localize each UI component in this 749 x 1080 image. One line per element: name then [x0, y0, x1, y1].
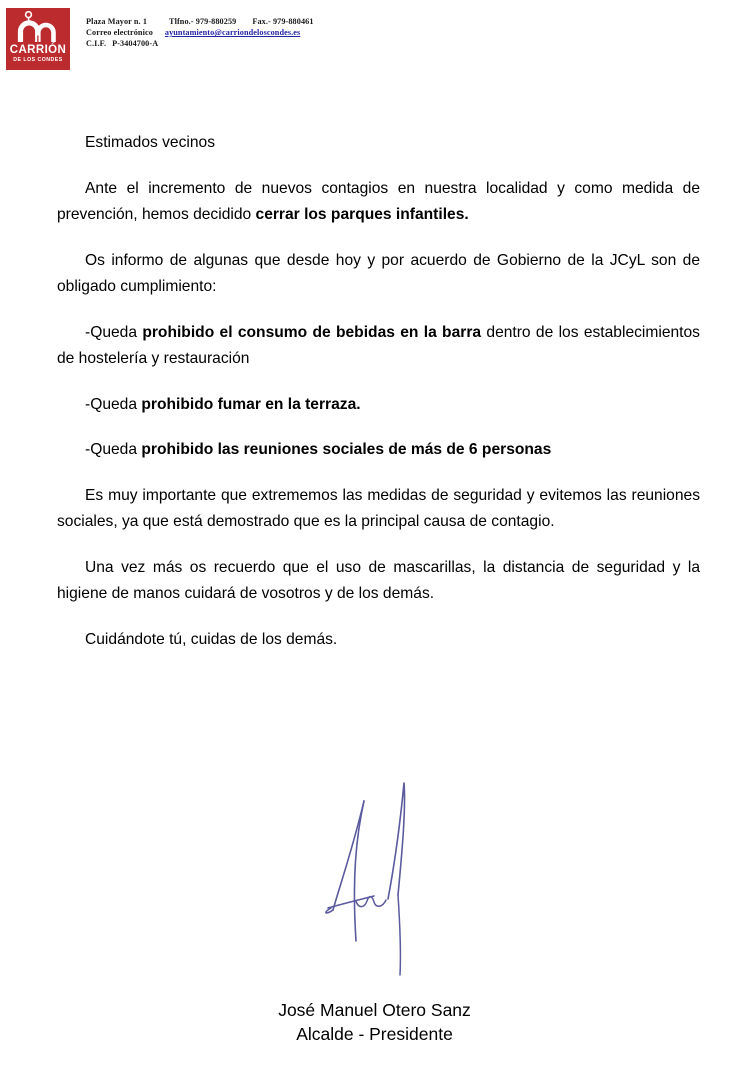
carrion-arches-logo-icon: [15, 11, 61, 43]
signatory-name: José Manuel Otero Sanz: [278, 1000, 471, 1020]
fax-text: Fax.- 979-880461: [252, 17, 314, 26]
rule-item-terrace-smoking: [57, 392, 700, 419]
paragraph-safety-measures: [57, 483, 700, 536]
rule-item-terrace-smoking-emphasis: prohibido fumar en la terraza.: [141, 395, 361, 413]
signature-area: [0, 775, 749, 1005]
paragraph-jcyl-rules: [57, 248, 700, 301]
rule-item-social-gatherings-prefix: -Queda: [85, 441, 142, 458]
municipality-logo: [6, 8, 70, 70]
greeting-text: Estimados vecinos: [85, 134, 216, 151]
paragraph-masks-hygiene-text: Una vez más os recuerdo que el uso de mascarillas, la distancia de seguridad y la higiene de manos cuidará de vosotros y de los demás.: [57, 558, 700, 602]
address-text: Plaza Mayor n. 1: [86, 17, 148, 26]
rule-item-terrace-smoking-prefix: -Queda: [85, 395, 142, 413]
handwritten-signature-icon: [300, 775, 430, 990]
rule-item-social-gatherings: [57, 437, 700, 464]
signatory-title: Alcalde - Presidente: [296, 1024, 453, 1044]
paragraph-safety-measures-text: Es muy importante que extrememos las medidas de seguridad y evitemos las reuniones sociales, ya que está demostrado que es la principal causa de contagio.: [57, 486, 700, 530]
rule-item-bar-consumption-prefix: -Queda: [85, 323, 143, 341]
rule-item-social-gatherings-emphasis: prohibido las reuniones sociales de más de 6 personas: [141, 441, 552, 458]
letterhead: [0, 0, 749, 80]
cif-value: P-3404700-A: [112, 39, 159, 49]
rule-item-bar-consumption-emphasis: prohibido el consumo de bebidas en la barra: [142, 323, 482, 341]
signatory-block: [0, 998, 749, 1046]
cif-label: C.I.F.: [86, 39, 107, 49]
contact-line-cif: [86, 38, 314, 49]
paragraph-closing: [57, 627, 700, 654]
email-label: Correo electrónico: [86, 28, 153, 38]
logo-subtitle-text: DE LOS CONDES: [13, 57, 63, 63]
phone-text: Tlfno.- 979-880259: [169, 17, 237, 26]
greeting-paragraph: [57, 130, 700, 157]
paragraph-park-closure-text: Ante el incremento de nuevos contagios en nuestra localidad y como medida de prevención, hemos decidido: [57, 179, 700, 223]
paragraph-jcyl-rules-text: Os informo de algunas que desde hoy y por acuerdo de Gobierno de la JCyL son de obligado cumplimiento:: [57, 251, 700, 295]
contact-line-email: [86, 27, 314, 38]
paragraph-park-closure: [57, 176, 700, 229]
paragraph-masks-hygiene: [57, 555, 700, 608]
contact-line-address-phone: [86, 16, 314, 27]
logo-name-text: CARRIÓN: [9, 44, 67, 56]
rule-item-bar-consumption-suffix: dentro de los establecimientos de hostelería y restauración: [57, 323, 700, 367]
email-link[interactable]: ayuntamiento@carriondeloscondes.es: [164, 28, 301, 38]
paragraph-park-closure-emphasis: cerrar los parques infantiles.: [255, 206, 469, 223]
paragraph-closing-text: Cuidándote tú, cuidas de los demás.: [85, 630, 338, 648]
rule-item-bar-consumption: [57, 320, 700, 373]
contact-details: [86, 16, 314, 50]
letter-body: [57, 130, 700, 653]
